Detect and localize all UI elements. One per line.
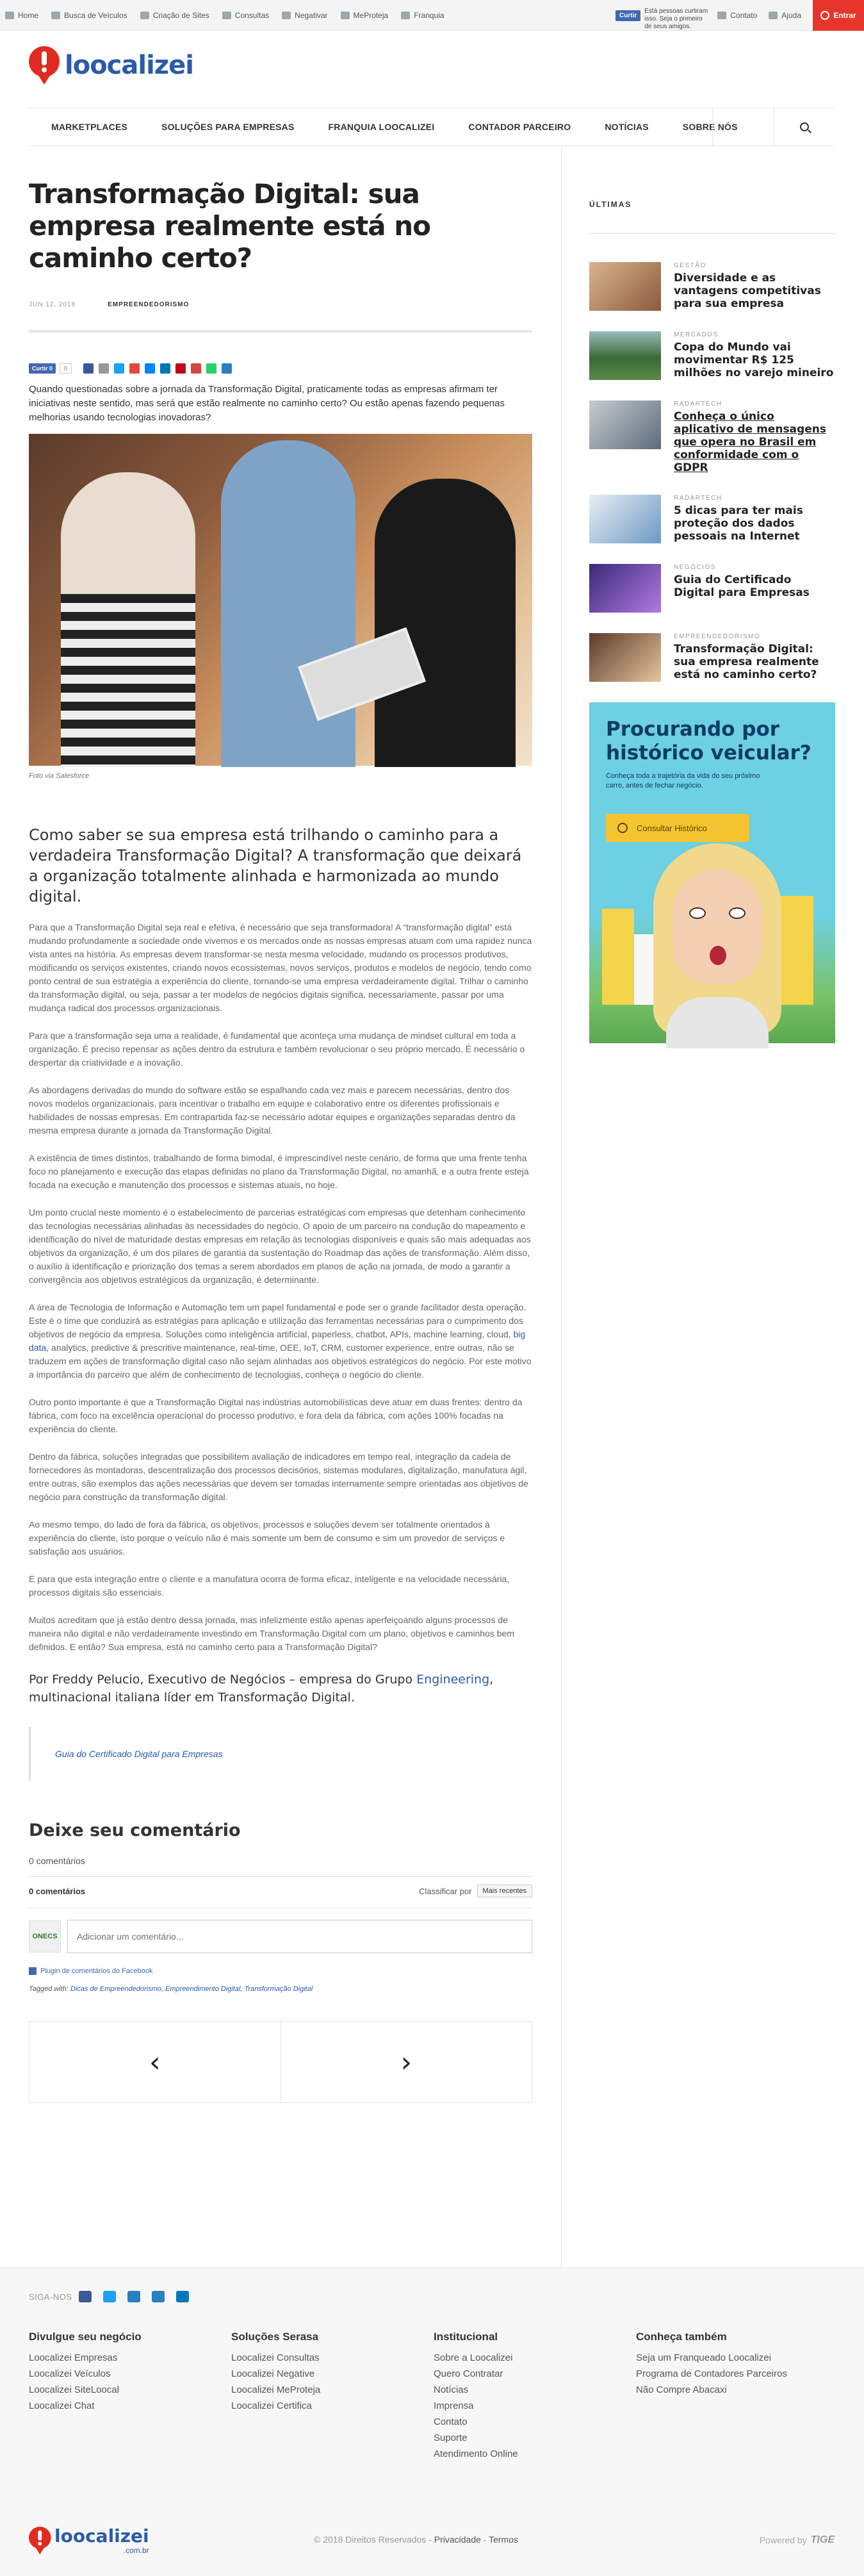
photo-caption: Foto via Salesforce [29, 772, 90, 780]
footer-column-title: Institucional [434, 2331, 498, 2343]
footer-column-title: Conheça também [636, 2331, 727, 2343]
topbar-ajuda-label: Ajuda [781, 11, 801, 20]
facebook-like-text: Está pessoas curtiram isso. Seja o primeiro de seus amigos. [644, 8, 708, 30]
article-subheading: Como saber se sua empresa está trilhando o caminho para a verdadeira Transformação Digital? A transformação que deixará a organização totalmente alinhada e harmonizada ao mundo digital. [29, 826, 522, 905]
footer-link[interactable]: Programa de Contadores Parceiros [636, 2368, 787, 2379]
privacy-link[interactable]: Privacidade [434, 2534, 481, 2545]
whatsapp-share-icon[interactable] [206, 363, 216, 374]
facebook-like-widget [615, 8, 708, 30]
terms-link[interactable]: Termos [489, 2534, 518, 2545]
share-bar [29, 363, 532, 374]
big-data-link[interactable]: big data [29, 1329, 526, 1353]
post-thumbnail [589, 495, 661, 543]
content [0, 146, 864, 2267]
footer-logo-text: loocalizei [54, 2525, 149, 2547]
footer-link[interactable]: Seja um Franqueado Loocalizei [636, 2352, 771, 2363]
footer-logo-domain: .com.br [123, 2546, 149, 2555]
post-title: Guia do Certificado Digital para Empresas [674, 574, 810, 599]
footer-column-institucional [434, 2331, 636, 2462]
post-category: GESTÃO [674, 262, 706, 269]
latest-post-item[interactable] [589, 262, 835, 311]
shield-icon [341, 12, 350, 19]
footer-link[interactable]: Loocalizei Negative [231, 2368, 315, 2379]
post-navigation [29, 2021, 532, 2103]
footer-link[interactable]: Sobre a Loocalizei [434, 2352, 513, 2363]
thumb-down-icon [282, 12, 291, 19]
footer-link[interactable]: Loocalizei MeProteja [231, 2384, 321, 2395]
main-column [0, 146, 562, 2267]
footer-link[interactable]: Loocalizei Empresas [29, 2352, 118, 2363]
topbar-busca-label: Busca de Veículos [64, 10, 127, 20]
facebook-like-button[interactable]: Curtir [615, 10, 640, 21]
facebook-icon[interactable] [79, 2291, 92, 2302]
post-title: Conheça o único aplicativo de mensagens que opera no Brasil em conformidade com o GDPR [674, 410, 826, 474]
post-thumbnail [589, 400, 661, 449]
linkedin-share-icon[interactable] [160, 363, 170, 374]
comments-count: 0 comentários [29, 1856, 85, 1866]
footer-link[interactable]: Atendimento Online [434, 2448, 518, 2459]
latest-post-item[interactable] [589, 564, 835, 613]
gmail-share-icon[interactable] [191, 363, 201, 374]
post-title: Diversidade e as vantagens competitivas para sua empresa [674, 272, 821, 310]
footer-link[interactable]: Loocalizei Certifica [231, 2400, 312, 2411]
facebook-icon [29, 1967, 37, 1975]
article-paragraph-tech [29, 1301, 532, 1382]
nav-search-button[interactable] [774, 108, 835, 145]
linkedin-icon[interactable] [176, 2291, 189, 2302]
comment-input[interactable] [67, 1920, 532, 1953]
article-category[interactable]: EMPREENDEDORISMO [108, 301, 190, 308]
ad-woman-illustration [653, 843, 781, 1043]
copyright-sep: - [480, 2534, 489, 2545]
sort-control [419, 1885, 532, 1897]
site-logo[interactable] [29, 46, 193, 85]
sidebar [589, 178, 835, 1043]
topbar-negativar-label: Negativar [295, 10, 328, 20]
footer-link[interactable]: Contato [434, 2416, 468, 2427]
article-paragraph: As abordagens derivadas do mundo do software estão se espalhando cada vez mais e parecem necessárias, dentro dos novos modelos organizacionais, para incentivar o trabalho em equipe e colaborativo entre os diferentes profissionais e habilidades de nossas empresas. Em contrapartida faz-se necessário adotar equipes e organizações separadas dentro da mesma empresa durante a jornada da Transformação Digital. [29, 1085, 516, 1135]
comments-heading: Deixe seu comentário [29, 1821, 241, 1840]
article-paragraph: Para que a transformação seja uma a realidade, é fundamental que aconteça uma mudança de mindset cultural em toda a organização. É preciso repensar as ações dentro da estrutura e também revolucionar o seu próprio mercado. É necessário o despertar da criatividade e a inovação. [29, 1030, 525, 1068]
footer-link[interactable]: Notícias [434, 2384, 469, 2395]
main-nav [29, 108, 835, 146]
author-text: Por Freddy Pelucio, Executivo de Negócios – empresa do Grupo [29, 1672, 417, 1687]
chevron-left-icon: ‹ [149, 2045, 161, 2079]
latest-posts [589, 262, 835, 682]
topbar-meproteja[interactable] [341, 11, 389, 20]
para-tech-rest: , analytics, predictive & prescritive maintenance, real-time, OEE, IoT, CRM, customer experience, entre outras, não se traduzem em ações de transformação digital caso não sejam alinhadas aos objetivos estratégicos do negócio. Por este motivo a importância do parceiro que além de conhecimento de tecnologias, conheça o negócio do cliente. [29, 1342, 532, 1380]
post-title: Copa do Mundo vai movimentar R$ 125 milhões no varejo mineiro [674, 341, 834, 379]
topbar-criacao-label: Criação de Sites [152, 10, 209, 20]
document-icon [222, 12, 231, 19]
para-tech-text: A área de Tecnologia de Informação e Automação tem um papel fundamental e pode ser o grande facilitador desta operação. Este é o time que conduzirá as estratégias para aplicação e utilização das ferramentas necessárias para o cumprimento dos objetivos de negócio da empresa. Soluções como inteligência artificial, paperless, chatbot, APIs, machine learning, cloud, [29, 1302, 526, 1339]
facebook-share-icon[interactable] [83, 363, 94, 374]
next-post-button[interactable] [281, 2022, 532, 2102]
article-date: JUN 12, 2018 [29, 301, 76, 308]
post-thumbnail [589, 331, 661, 380]
footer-link[interactable]: Imprensa [434, 2400, 474, 2411]
post-category: EMPREENDEDORISMO [674, 633, 761, 640]
author-credit [29, 1671, 532, 1706]
messenger-share-icon[interactable] [145, 363, 155, 374]
footer-column-conheca [636, 2331, 838, 2462]
footer-columns [29, 2331, 838, 2462]
instagram-icon[interactable] [127, 2291, 140, 2302]
post-thumbnail [589, 633, 661, 682]
fb-comments-header [29, 1885, 532, 1897]
entrar-button[interactable] [813, 0, 864, 31]
nav-franquia[interactable]: FRANQUIA LOOCALIZEI [328, 122, 435, 132]
pin-logo-icon [29, 46, 60, 85]
post-thumbnail [589, 262, 661, 311]
pin-logo-icon [29, 2527, 45, 2547]
post-category: NEGÓCIOS [674, 564, 716, 571]
footer-link[interactable]: Loocalizei Chat [29, 2400, 95, 2411]
footer-link[interactable]: Loocalizei SiteLoocal [29, 2384, 119, 2395]
latest-post-item[interactable] [589, 331, 835, 380]
article-paragraph: Outro ponto importante é que a Transformação Digital nas indústrias automobilísticas deve atuar em duas frentes: dentro da fábrica, com foco na excelência operacional do processo produtivo, e fora dela da fábrica, com ações 100% focadas na experiência do cliente. [29, 1397, 523, 1434]
chevron-right-icon: › [400, 2045, 412, 2079]
topbar-consultas[interactable] [222, 11, 269, 20]
footer-column-serasa [231, 2331, 434, 2462]
ad-title: Procurando por histórico veicular? [606, 718, 811, 764]
pinterest-share-icon[interactable] [175, 363, 186, 374]
previous-post-button[interactable] [29, 2022, 281, 2102]
entrar-label: Entrar [833, 11, 856, 20]
related-post [29, 1727, 532, 1781]
sidebar-heading: ÚLTIMAS [589, 200, 835, 234]
post-category: RADARTECH [674, 400, 722, 408]
topbar-criacao-sites[interactable] [140, 11, 209, 20]
footer [0, 2267, 864, 2576]
tige-logo[interactable]: TIGE [810, 2534, 835, 2545]
footer-logo[interactable] [29, 2527, 149, 2555]
footer-link[interactable]: Não Compre Abacaxi [636, 2384, 727, 2395]
article [29, 178, 532, 2103]
article-intro: Quando questionadas sobre a jornada da Transformação Digital, praticamente todas as empresas afirmam ter iniciativas neste sentido, mas será que estão realmente no caminho certo? Ou estão apenas fazendo pequenas melhorias usando tecnologias inovadoras? [29, 384, 505, 423]
twitter-share-icon[interactable] [114, 363, 124, 374]
post-category: MERCADOS [674, 331, 719, 338]
powered-label: Powered by [759, 2535, 807, 2545]
topbar-right [615, 0, 864, 31]
sort-label: Classificar por [419, 1886, 472, 1896]
share-fb-like-button[interactable]: Curtir 0 [29, 363, 56, 374]
vehicle-history-ad[interactable] [589, 702, 835, 1043]
author-rest: , multinacional italiana líder em Transformação Digital. [29, 1672, 494, 1705]
nav-sobre-nos[interactable]: SOBRE NÓS [682, 122, 738, 132]
footer-link[interactable]: Quero Contratar [434, 2368, 503, 2379]
tagged-label: Tagged with: [29, 1985, 69, 1993]
car-icon [51, 12, 60, 19]
article-paragraph: Ao mesmo tempo, do lado de fora da fábrica, os objetivos, processos e soluções devem ser totalmente orientados à experiência do cliente, isto porque o veículo não é mais somente um bem de consumo e sim um provedor de serviços e satisfação aos usuários. [29, 1519, 505, 1556]
googleplus-share-icon[interactable] [129, 363, 140, 374]
share-count: 0 [60, 363, 72, 374]
link-share-icon[interactable] [222, 363, 232, 374]
logo-text: loocalizei [65, 51, 193, 80]
footer-link[interactable]: Loocalizei Consultas [231, 2352, 320, 2363]
nav-divider [712, 108, 713, 145]
latest-post-item[interactable] [589, 400, 835, 474]
topbar-franquia-label: Franquia [414, 10, 444, 20]
powered-by [760, 2534, 835, 2546]
topbar-meproteja-label: MeProteja [353, 10, 389, 20]
nav-marketplaces[interactable]: MARKETPLACES [51, 122, 128, 132]
tag-links[interactable]: Dicas de Empreendedorismo, Empreendimento Digital, Transformação Digital [70, 1985, 313, 1993]
footer-column-title: Divulgue seu negócio [29, 2331, 142, 2343]
youtube-icon[interactable] [152, 2291, 165, 2302]
store-icon [401, 12, 410, 19]
footer-link[interactable]: Loocalizei Veículos [29, 2368, 111, 2379]
print-share-icon[interactable] [99, 363, 109, 374]
topbar-home[interactable] [5, 11, 38, 20]
facebook-comments [29, 1876, 532, 1975]
tagged-with [29, 1985, 532, 1993]
article-paragraph: Muitos acreditam que já estão dentro dessa jornada, mas infelizmente estão apenas aperfeiçoando alguns processos de maneira não digital e não verdadeiramente investindo em Transformação Digital com um plano, objetivos e caminhos bem definidos. E então? Sua empresa, está no caminho certo para a Transformação Digital? [29, 1615, 514, 1652]
topbar-franquia[interactable] [401, 11, 444, 20]
copyright-text: © 2018 Direitos Reservados - [314, 2534, 434, 2545]
copyright [314, 2534, 518, 2545]
nav-noticias[interactable]: NOTÍCIAS [605, 122, 649, 132]
article-photo [29, 434, 532, 766]
fb-plugin-label: Plugin de comentários do Facebook [40, 1967, 153, 1975]
power-icon [820, 11, 829, 20]
post-title: 5 dicas para ter mais proteção dos dados pessoais na Internet [674, 504, 803, 543]
topbar-negativar[interactable] [282, 11, 327, 20]
topbar-busca-veiculos[interactable] [51, 11, 127, 20]
footer-column-title: Soluções Serasa [231, 2331, 319, 2343]
consultar-historico-button[interactable] [606, 814, 749, 842]
fb-comments-count: 0 comentários [29, 1886, 86, 1896]
social-follow [29, 2291, 200, 2302]
article-paragraph: E para que esta integração entre o cliente e a manufatura ocorra de forma eficaz, inteligente e na velocidade necessária, processos digitais são essenciais. [29, 1574, 510, 1598]
search-icon [800, 122, 809, 131]
sort-select[interactable]: Mais recentes [477, 1885, 532, 1897]
comment-compose [29, 1908, 532, 1953]
post-thumbnail [589, 564, 661, 613]
topbar-home-label: Home [18, 10, 39, 20]
article-paragraph: A existência de times distintos, trabalhando de forma bimodal, é imprescindível neste cenário, de forma que uma frente tenha foco no planejamento e execução das etapas definidas no plano da Transformação Digital, no amanhã, e a outra frente esteja focada na execução e manutenção dos processos e sistemas atuais, no hoje. [29, 1153, 529, 1190]
footer-column-divulgue [29, 2331, 231, 2462]
mail-icon [717, 12, 726, 19]
article-title: Transformação Digital: sua empresa realmente está no caminho certo? [29, 178, 431, 274]
follow-label: SIGA-NOS [29, 2291, 72, 2302]
search-icon [617, 823, 628, 833]
help-icon [769, 12, 778, 19]
topbar-contato[interactable] [717, 11, 757, 20]
nav-contador-parceiro[interactable]: CONTADOR PARCEIRO [468, 122, 571, 132]
monitor-icon [140, 12, 149, 19]
latest-post-item[interactable] [589, 495, 835, 543]
post-title: Transformação Digital: sua empresa realmente está no caminho certo? [674, 643, 819, 681]
fb-plugin-link[interactable] [29, 1967, 532, 1975]
ad-button-label: Consultar Histórico [637, 823, 707, 833]
footer-bottom [29, 2520, 835, 2561]
twitter-icon[interactable] [103, 2291, 116, 2302]
title-divider [29, 330, 532, 333]
article-meta [29, 301, 532, 308]
topbar-contato-label: Contato [730, 11, 758, 20]
footer-link[interactable]: Suporte [434, 2432, 468, 2443]
article-paragraph: Para que a Transformação Digital seja real e efetiva, é necessário que seja transformadora! A “transformação digital” está mudando profundamente a sociedade onde vivemos e os mercados onde as nossas empresas atuam com uma rapidez nunca vista antes na história. As empresas devem transformar-se nesta mesma velocidade, mudando os processos produtivos, modificando os serviços existentes, criando novos ecossistemas, novos serviços, produtos e modelos de negócio, tendo como ponto central de sua estratégia a experiência do cliente, tornando-se uma empresa verdadeiramente digital. Trilhar o caminho da transformação digital, ou seja, passar a ter modelos de negócios digitais significa, necessariamente, passar por uma mudança radical dos processos organizacionais. [29, 922, 532, 1013]
ad-subtitle: Conheça toda a trajetória da vida do seu próximo carro, antes de fechar negócio. [606, 772, 760, 789]
post-category: RADARTECH [674, 495, 722, 502]
topbar-ajuda[interactable] [769, 11, 801, 20]
related-post-link[interactable]: Guia do Certificado Digital para Empresas [55, 1749, 223, 1759]
top-bar [0, 0, 864, 31]
nav-solucoes-empresas[interactable]: SOLUÇÕES PARA EMPRESAS [161, 122, 295, 132]
article-paragraph: Um ponto crucial neste momento é o estabelecimento de parcerias estratégicas com empresas que detenham conhecimento das tecnologias necessárias alinhadas às necessidades do negócio. O apoio de um parceiro na condução do mapeamento e identificação do nível de maturidade destas empresas em relação às tecnologias disponíveis e quais são mais adequadas aos objetivos da organização, é um dos pilares de garantia da sustentação do Roadmap das ações de transformação. Além disso, o auxílio à identificação e priorização dos temas a serem abordados em planos de ação na jornada, de modo a garantir a convergência aos objetivos estratégicos da organização, é determinante. [29, 1207, 531, 1285]
article-paragraph: Dentro da fábrica, soluções integradas que possibilitem avaliação de indicadores em tempo real, integração da cadeia de fornecedores às montadoras, descentralização dos processos decisórios, sistemas modulares, digitalização, manufatura ágil, entre outras, são exemplos das ações necessárias que devem ser tomadas internamente sempre orientadas aos objetivos de negócio para construção da transformação digital. [29, 1451, 528, 1502]
avatar: ONECS [29, 1920, 61, 1953]
latest-post-item[interactable] [589, 633, 835, 682]
topbar-consultas-label: Consultas [234, 10, 270, 20]
home-icon [5, 12, 14, 19]
engineering-link[interactable]: Engineering [416, 1672, 490, 1687]
